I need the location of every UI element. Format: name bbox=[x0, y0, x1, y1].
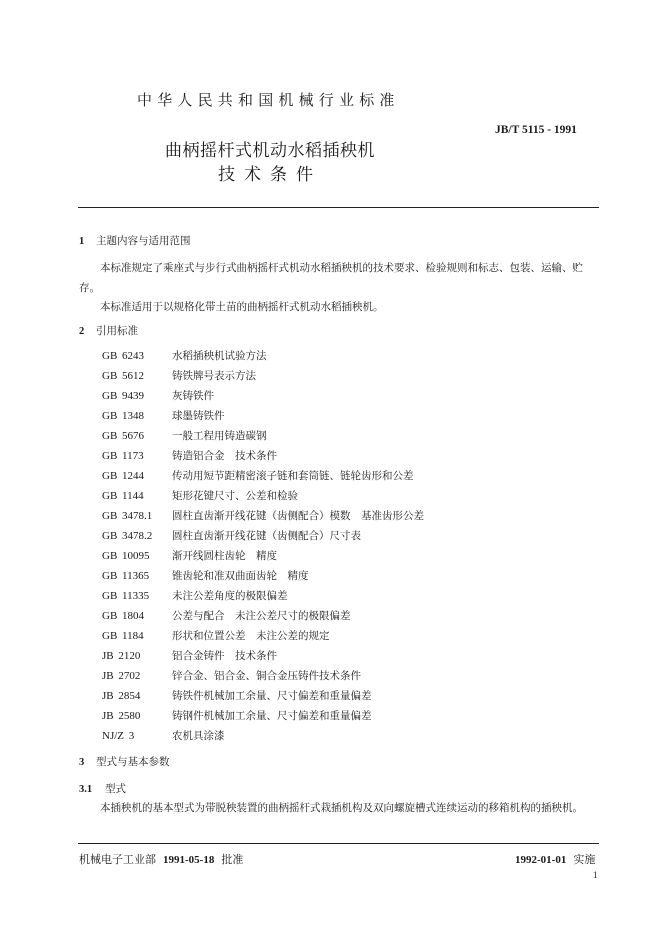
reference-item bbox=[102, 486, 424, 506]
reference-code: GB 3478.1 bbox=[102, 510, 153, 522]
reference-title: 矩形花键尺寸、公差和检验 bbox=[172, 490, 298, 502]
reference-code: GB 3478.2 bbox=[102, 530, 153, 542]
implementation-date: 1992-01-01 bbox=[515, 854, 567, 866]
reference-title: 铸钢件机械加工余量、尺寸偏差和重量偏差 bbox=[172, 710, 372, 722]
subsection-3-1-paragraph: 本插秧机的基本型式为带脱秧装置的曲柄摇杆式栽插机构及双向螺旋槽式连续运动的移箱机构的插秧机。 bbox=[100, 802, 583, 814]
reference-code: JB 2120 bbox=[102, 650, 141, 662]
reference-title: 形状和位置公差 未注公差的规定 bbox=[172, 630, 330, 642]
reference-title: 未注公差角度的极限偏差 bbox=[172, 590, 288, 602]
reference-title: 圆柱直齿渐开线花键（齿侧配合）尺寸表 bbox=[172, 530, 361, 542]
reference-item bbox=[102, 366, 424, 386]
reference-code: GB 1244 bbox=[102, 470, 145, 482]
header-divider bbox=[78, 207, 599, 208]
reference-title: 公差与配合 未注公差尺寸的极限偏差 bbox=[172, 610, 351, 622]
reference-item bbox=[102, 606, 424, 626]
subsection-title: 型式 bbox=[105, 783, 126, 795]
reference-item bbox=[102, 666, 424, 686]
footer-divider bbox=[78, 843, 599, 844]
approval-org: 机械电子工业部 bbox=[79, 853, 156, 866]
reference-title: 灰铸铁件 bbox=[172, 390, 214, 402]
section-number: 2 bbox=[79, 326, 85, 337]
reference-title: 渐开线圆柱齿轮 精度 bbox=[172, 550, 277, 562]
industry-standard-heading: 中华人民共和国机械行业标准 bbox=[137, 91, 400, 109]
document-subtitle: 技术条件 bbox=[218, 165, 322, 185]
approval-label: 批准 bbox=[221, 853, 244, 866]
reference-title: 铸铁件机械加工余量、尺寸偏差和重量偏差 bbox=[172, 690, 372, 702]
reference-item bbox=[102, 726, 424, 746]
reference-title: 铸铁牌号表示方法 bbox=[172, 370, 256, 382]
reference-item bbox=[102, 446, 424, 466]
reference-code: NJ/Z 3 bbox=[102, 730, 135, 742]
reference-title: 传动用短节距精密滚子链和套筒链、链轮齿形和公差 bbox=[172, 470, 414, 482]
reference-title: 农机具涂漆 bbox=[172, 730, 225, 742]
reference-standards-list bbox=[102, 346, 424, 746]
reference-item bbox=[102, 706, 424, 726]
implementation-label: 实施 bbox=[573, 853, 596, 866]
implementation-line bbox=[515, 851, 595, 867]
section-title: 型式与基本参数 bbox=[96, 756, 170, 768]
reference-item bbox=[102, 686, 424, 706]
reference-item bbox=[102, 386, 424, 406]
reference-code: GB 1184 bbox=[102, 630, 144, 642]
reference-item bbox=[102, 526, 424, 546]
reference-code: GB 1804 bbox=[102, 610, 145, 622]
reference-title: 球墨铸铁件 bbox=[172, 410, 225, 422]
standard-number: JB/T 5115 - 1991 bbox=[495, 124, 577, 136]
reference-code: GB 1144 bbox=[102, 490, 144, 502]
reference-item bbox=[102, 506, 424, 526]
reference-code: GB 1348 bbox=[102, 410, 145, 422]
reference-title: 圆柱直齿渐开线花键（齿侧配合）模数 基准齿形公差 bbox=[172, 510, 424, 522]
section-number: 3 bbox=[79, 757, 85, 768]
section-1-paragraph-2: 本标准适用于以规格化带土苗的曲柄摇杆式机动水稻插秧机。 bbox=[100, 301, 384, 313]
reference-title: 一般工程用铸造碳钢 bbox=[172, 430, 267, 442]
reference-title: 锌合金、铝合金、铜合金压铸件技术条件 bbox=[172, 670, 361, 682]
reference-item bbox=[102, 546, 424, 566]
section-title: 引用标准 bbox=[96, 325, 138, 337]
section-3-heading bbox=[79, 754, 170, 769]
reference-item bbox=[102, 466, 424, 486]
reference-title: 铝合金铸件 技术条件 bbox=[172, 650, 277, 662]
reference-code: GB 1173 bbox=[102, 450, 144, 462]
reference-item bbox=[102, 346, 424, 366]
reference-item bbox=[102, 406, 424, 426]
reference-code: GB 5612 bbox=[102, 370, 145, 382]
subsection-3-1-heading bbox=[79, 781, 126, 796]
page-number: 1 bbox=[593, 870, 598, 880]
document-title: 曲柄摇杆式机动水稻插秧机 bbox=[165, 141, 375, 161]
reference-item bbox=[102, 426, 424, 446]
reference-code: GB 11335 bbox=[102, 590, 150, 602]
reference-item bbox=[102, 586, 424, 606]
subsection-number: 3.1 bbox=[79, 784, 93, 795]
approval-date: 1991-05-18 bbox=[163, 854, 215, 866]
reference-item bbox=[102, 646, 424, 666]
reference-title: 水稻插秧机试验方法 bbox=[172, 350, 267, 362]
approval-line bbox=[79, 851, 243, 867]
reference-code: JB 2854 bbox=[102, 690, 141, 702]
reference-code: GB 9439 bbox=[102, 390, 145, 402]
reference-title: 锥齿轮和准双曲面齿轮 精度 bbox=[172, 570, 309, 582]
section-1-paragraph-1: 本标准规定了乘座式与步行式曲柄摇杆式机动水稻插秧机的技术要求、检验规则和标志、包装、运输、贮存。 bbox=[79, 262, 583, 294]
section-2-heading bbox=[79, 323, 138, 338]
reference-code: GB 5676 bbox=[102, 430, 145, 442]
reference-item bbox=[102, 566, 424, 586]
section-number: 1 bbox=[79, 236, 85, 247]
section-title: 主题内容与适用范围 bbox=[96, 235, 191, 247]
reference-code: GB 11365 bbox=[102, 570, 150, 582]
reference-code: GB 6243 bbox=[102, 350, 145, 362]
reference-item bbox=[102, 626, 424, 646]
reference-code: JB 2580 bbox=[102, 710, 141, 722]
reference-code: GB 10095 bbox=[102, 550, 150, 562]
reference-title: 铸造铝合金 技术条件 bbox=[172, 450, 277, 462]
section-1-heading bbox=[79, 233, 191, 248]
reference-code: JB 2702 bbox=[102, 670, 141, 682]
